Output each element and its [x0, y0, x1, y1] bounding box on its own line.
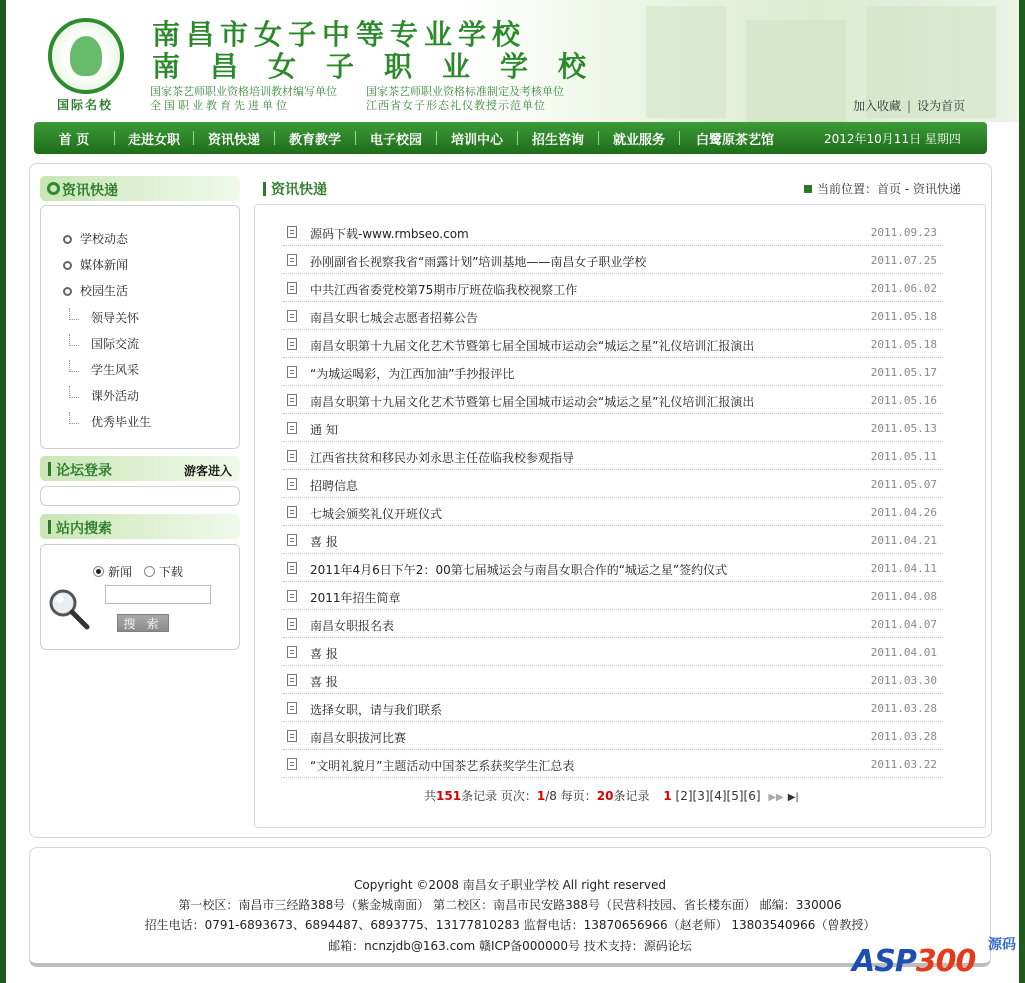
footer-support-link[interactable]: 源码论坛 — [643, 939, 692, 953]
news-date: 2011.05.11 — [870, 450, 937, 463]
news-row[interactable] — [283, 582, 943, 610]
radio-unchecked-icon — [144, 566, 155, 577]
content-title — [263, 179, 327, 199]
sidebar-item-students[interactable] — [69, 360, 139, 378]
breadcrumb — [804, 180, 961, 197]
footer-copyright: Copyright ©2008 南昌女子职业学校 All right reserved — [353, 878, 667, 892]
pager-per-page-prefix: 每页： — [556, 789, 597, 803]
news-title-link[interactable]: “为城运喝彩，为江西加油”手抄报评比 — [310, 367, 515, 381]
news-title-link[interactable]: 选择女职，请与我们联系 — [310, 703, 443, 717]
news-title-link[interactable]: 喜 报 — [310, 535, 338, 549]
document-icon — [287, 450, 297, 462]
news-date: 2011.03.28 — [870, 702, 937, 715]
radio-news-option[interactable] — [93, 565, 132, 579]
news-title-link[interactable]: 中共江西省委党校第75期市厅班莅临我校视察工作 — [310, 283, 578, 297]
news-list-box — [254, 204, 986, 828]
news-date: 2011.06.02 — [870, 282, 937, 295]
pager-page-6[interactable]: [6] — [743, 789, 761, 803]
logo-emblem — [70, 36, 102, 76]
footer-contact — [30, 937, 990, 954]
document-icon — [287, 506, 297, 518]
pager-total-prefix: 共 — [424, 789, 437, 803]
news-title-link[interactable]: “文明礼貌月”主题活动中国茶艺系获奖学生汇总表 — [310, 759, 575, 773]
news-row[interactable] — [283, 498, 943, 526]
news-row[interactable] — [283, 442, 943, 470]
pager-last-icon[interactable]: ▶| — [787, 792, 799, 803]
document-icon — [287, 646, 297, 658]
document-icon — [287, 674, 297, 686]
pagination — [424, 787, 799, 804]
breadcrumb-prefix: 当前位置： — [817, 182, 878, 196]
tree-branch-icon — [69, 412, 79, 424]
news-title-link[interactable]: 江西省扶贫和移民办刘永思主任莅临我校参观指导 — [310, 451, 575, 465]
sidebar-item-label: 优秀毕业生 — [91, 415, 152, 429]
news-row[interactable] — [283, 722, 943, 750]
sidebar-item-label: 领导关怀 — [91, 311, 140, 325]
news-date: 2011.04.21 — [870, 534, 937, 547]
guest-login-link[interactable]: 游客进入 — [183, 464, 232, 478]
news-date: 2011.05.13 — [870, 422, 937, 435]
news-title-link[interactable]: 2011年4月6日下午2：00第七届城运会与南昌女职合作的“城运之星”签约仪式 — [310, 563, 728, 577]
bullet-icon — [63, 235, 72, 244]
set-homepage-link[interactable]: 设为首页 — [917, 99, 966, 113]
footer-phones: 招生电话：0791-6893673、6894487、6893775、13177810283 监督电话：13870656966（赵老师） 13803540966（曾教授） — [144, 918, 876, 932]
breadcrumb-arrow-icon — [804, 185, 812, 193]
nav-home[interactable]: 首 页 — [58, 132, 90, 148]
news-title-link[interactable]: 源码下载-www.rmbseo.com — [310, 227, 469, 241]
news-row[interactable] — [283, 358, 943, 386]
news-row[interactable] — [283, 694, 943, 722]
news-date: 2011.04.01 — [870, 646, 937, 659]
news-title-link[interactable]: 南昌女职报名表 — [310, 619, 395, 633]
news-row[interactable] — [283, 526, 943, 554]
school-logo[interactable] — [48, 18, 124, 94]
news-title-link[interactable]: 南昌女职第十九届文化艺术节暨第七届全国城市运动会“城运之星”礼仪培训汇报演出 — [310, 339, 755, 353]
main-nav — [34, 122, 987, 154]
news-title-link[interactable]: 2011年招生简章 — [310, 591, 401, 605]
pager-page-current: 1 — [536, 789, 546, 803]
header-bar-icon — [48, 520, 51, 534]
pager-total: 151 — [436, 789, 462, 803]
pager-page-2[interactable]: [2] — [675, 789, 693, 803]
document-icon — [287, 478, 297, 490]
news-date: 2011.05.17 — [870, 366, 937, 379]
news-title-link[interactable]: 招聘信息 — [310, 479, 359, 493]
header-circle-icon — [47, 182, 60, 195]
forum-login-box — [40, 486, 240, 506]
news-date: 2011.07.25 — [870, 254, 937, 267]
search-input[interactable] — [105, 585, 211, 604]
news-title-link[interactable]: 喜 报 — [310, 675, 338, 689]
tree-branch-icon — [69, 308, 79, 320]
site-search-box — [40, 544, 240, 650]
news-date: 2011.03.28 — [870, 730, 937, 743]
nav-admissions[interactable]: 招生咨询 — [531, 132, 584, 148]
news-row[interactable] — [283, 274, 943, 302]
news-row[interactable] — [283, 246, 943, 274]
header-subline-left-2: 全国职业教育先进单位 — [150, 99, 290, 112]
watermark-accent: 300 — [915, 944, 976, 979]
sidebar-forum-title: 论坛登录 — [56, 463, 112, 479]
site-footer — [29, 847, 991, 967]
site-title-1: 南昌市女子中等专业学校 — [152, 18, 527, 51]
sidebar-item-leadership[interactable] — [69, 308, 139, 326]
pager-per-page-suffix: 条记录 — [613, 789, 650, 803]
sidebar-search-header — [40, 514, 240, 539]
nav-training[interactable]: 培训中心 — [450, 132, 503, 148]
news-date: 2011.04.11 — [870, 562, 937, 575]
header-link-separator: | — [907, 99, 912, 113]
news-title-link[interactable]: 通 知 — [310, 423, 338, 437]
document-icon — [287, 422, 297, 434]
news-title-link[interactable]: 七城会颁奖礼仪开班仪式 — [310, 507, 443, 521]
title-bar-icon — [263, 182, 266, 196]
news-date: 2011.05.18 — [870, 338, 937, 351]
news-date: 2011.04.26 — [870, 506, 937, 519]
sidebar-item-international[interactable] — [69, 334, 139, 352]
sidebar-item-media-news[interactable] — [63, 256, 128, 273]
radio-download-label: 下载 — [158, 565, 183, 579]
watermark-main: ASP — [852, 944, 916, 979]
news-date: 2011.05.18 — [870, 310, 937, 323]
breadcrumb-home-link[interactable]: 首页 — [877, 182, 902, 196]
bullet-icon — [63, 261, 72, 270]
header-links — [853, 97, 965, 114]
document-icon — [287, 618, 297, 630]
document-icon — [287, 254, 297, 266]
nav-news[interactable]: 资讯快递 — [207, 132, 260, 148]
header-subline-left-1: 国家茶艺师职业资格培训教材编写单位 — [150, 85, 337, 98]
news-date: 2011.05.07 — [870, 478, 937, 491]
news-row[interactable] — [283, 638, 943, 666]
sidebar-item-school-news[interactable] — [63, 230, 128, 247]
sidebar-item-campus-life[interactable] — [63, 282, 128, 299]
add-favorite-link[interactable]: 加入收藏 — [853, 99, 902, 113]
news-row[interactable] — [283, 386, 943, 414]
search-button[interactable]: 搜 索 — [117, 614, 169, 632]
news-title-link[interactable]: 孙刚副省长视察我省“雨露计划”培训基地——南昌女子职业学校 — [310, 255, 647, 269]
bullet-icon — [63, 287, 72, 296]
right-frame — [1019, 0, 1025, 983]
sidebar-item-label: 国际交流 — [91, 337, 140, 351]
sidebar-item-label: 课外活动 — [91, 389, 140, 403]
news-row[interactable] — [283, 750, 943, 778]
watermark-small: 源码 — [988, 937, 1016, 953]
header-subline-right-2: 江西省女子形态礼仪教授示范单位 — [366, 99, 546, 112]
breadcrumb-separator: - — [901, 182, 913, 196]
news-row[interactable] — [283, 554, 943, 582]
news-row[interactable] — [283, 610, 943, 638]
news-date: 2011.03.30 — [870, 674, 937, 687]
news-date: 2011.04.08 — [870, 590, 937, 603]
pager-page-4[interactable]: [4] — [709, 789, 727, 803]
sidebar-news-header — [40, 176, 240, 201]
news-date: 2011.04.07 — [870, 618, 937, 631]
news-date: 2011.05.16 — [870, 394, 937, 407]
pager-per-page: 20 — [596, 789, 614, 803]
news-row[interactable] — [283, 302, 943, 330]
document-icon — [287, 310, 297, 322]
radio-news-label: 新闻 — [108, 565, 133, 579]
logo-caption: 国际名校 — [57, 98, 114, 112]
news-row[interactable] — [283, 414, 943, 442]
nav-tea-house[interactable]: 白鹭原茶艺馆 — [695, 132, 774, 148]
nav-employment[interactable]: 就业服务 — [612, 132, 665, 148]
site-title-2: 南昌女子职业学校 — [152, 50, 617, 83]
document-icon — [287, 366, 297, 378]
news-date: 2011.03.22 — [870, 758, 937, 771]
sidebar-item-graduates[interactable] — [69, 412, 151, 430]
document-icon — [287, 758, 297, 770]
nav-date: 2012年10月11日 星期四 — [824, 131, 961, 146]
radio-download-option[interactable] — [144, 565, 183, 579]
sidebar-category-menu — [40, 205, 240, 449]
sidebar-item-label: 学生风采 — [91, 363, 140, 377]
header-building-1 — [646, 6, 726, 118]
footer-email: 邮箱：ncnzjdb@163.com 赣ICP备000000号 技术支持： — [328, 939, 644, 953]
news-title-link[interactable]: 南昌女职拔河比赛 — [310, 731, 407, 745]
header-bar-icon — [48, 462, 51, 476]
left-frame — [0, 0, 6, 983]
watermark-text — [852, 944, 975, 979]
pager-next-icon[interactable]: ▶▶ — [768, 792, 784, 803]
document-icon — [287, 590, 297, 602]
pager-total-suffix: 条记录 页次： — [461, 789, 537, 803]
news-date: 2011.09.23 — [870, 226, 937, 239]
document-icon — [287, 702, 297, 714]
news-list — [283, 218, 943, 778]
sidebar-news-title: 资讯快递 — [62, 183, 118, 199]
tree-branch-icon — [69, 334, 79, 346]
sidebar-item-label: 学校动态 — [80, 232, 129, 246]
document-icon — [287, 282, 297, 294]
news-title-link[interactable]: 喜 报 — [310, 647, 338, 661]
sidebar-item-label: 媒体新闻 — [80, 258, 129, 272]
news-row[interactable] — [283, 470, 943, 498]
header-subline-right-1: 国家茶艺师职业资格标准制定及考核单位 — [366, 85, 564, 98]
tree-branch-icon — [69, 360, 79, 372]
tree-branch-icon — [69, 386, 79, 398]
news-row[interactable] — [283, 218, 943, 246]
sidebar-search-title: 站内搜索 — [56, 521, 112, 537]
news-row[interactable] — [283, 330, 943, 358]
document-icon — [287, 226, 297, 238]
document-icon — [287, 394, 297, 406]
document-icon — [287, 730, 297, 742]
magnifier-icon — [47, 587, 91, 631]
watermark-logo — [852, 932, 1020, 978]
content-title-text: 资讯快递 — [271, 182, 327, 198]
pager-page-total: /8 — [545, 789, 557, 803]
pager-page-3[interactable]: [3] — [692, 789, 710, 803]
pager-page-5[interactable]: [5] — [726, 789, 744, 803]
news-title-link[interactable]: 南昌女职七城会志愿者招募公告 — [310, 311, 479, 325]
document-icon — [287, 562, 297, 574]
sidebar-forum-header — [40, 456, 240, 481]
sidebar-item-activities[interactable] — [69, 386, 139, 404]
document-icon — [287, 534, 297, 546]
pager-current-page: 1 — [663, 789, 672, 803]
document-icon — [287, 338, 297, 350]
footer-address: 第一校区：南昌市三经路388号（紫金城南面） 第二校区：南昌市民安路388号（民营科技园、省长楼东面） 邮编：330006 — [178, 898, 842, 912]
nav-education[interactable]: 教育教学 — [288, 132, 341, 148]
news-row[interactable] — [283, 666, 943, 694]
search-type-options — [93, 563, 183, 580]
nav-about[interactable]: 走进女职 — [127, 132, 180, 148]
header-building-2 — [746, 20, 846, 132]
news-title-link[interactable]: 南昌女职第十九届文化艺术节暨第七届全国城市运动会“城运之星”礼仪培训汇报演出 — [310, 395, 755, 409]
breadcrumb-current-link[interactable]: 资讯快递 — [913, 182, 962, 196]
nav-e-campus[interactable]: 电子校园 — [369, 132, 422, 148]
radio-checked-icon — [93, 566, 104, 577]
sidebar-item-label: 校园生活 — [80, 284, 129, 298]
